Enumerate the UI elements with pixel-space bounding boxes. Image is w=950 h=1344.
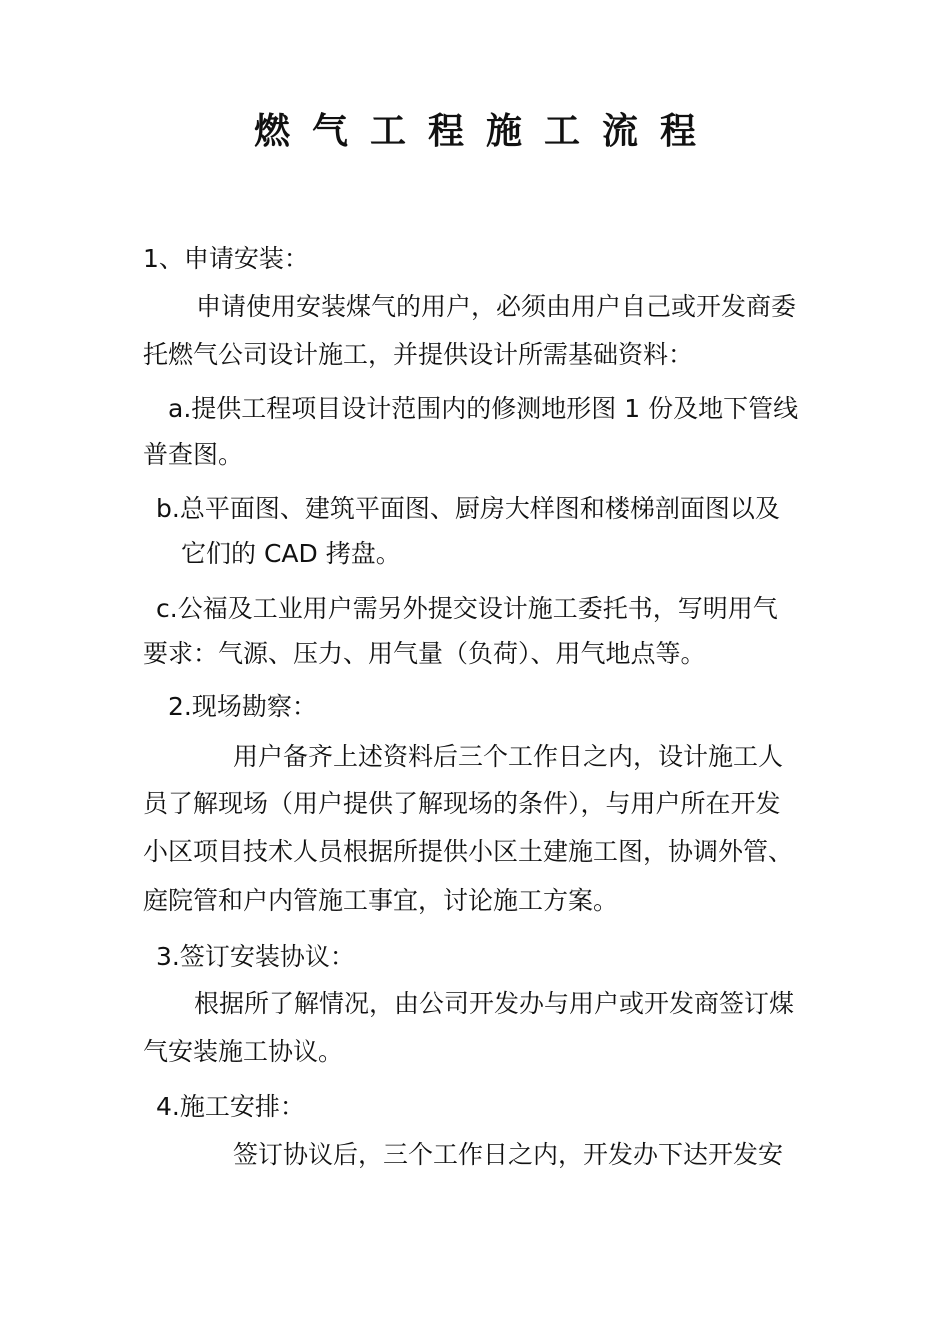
document-title: 燃气工程施工流程 [253, 111, 718, 152]
paragraph-line: 用户备齐上述资料后三个工作日之内，设计施工人 [233, 742, 784, 771]
paragraph-line: 员了解现场（用户提供了解现场的条件），与用户所在开发 [143, 789, 781, 818]
section-heading-survey: 2.现场勘察： [168, 692, 317, 721]
list-item-c-continued: 要求：气源、压力、用气量（负荷）、用气地点等。 [143, 639, 706, 668]
paragraph-line: 庭院管和户内管施工事宜，讨论施工方案。 [143, 886, 619, 915]
list-item-b: b.总平面图、建筑平面图、厨房大样图和楼梯剖面图以及 [156, 494, 780, 523]
list-item-a: a.提供工程项目设计范围内的修测地形图 1 份及地下管线 [168, 394, 799, 423]
paragraph-line: 根据所了解情况，由公司开发办与用户或开发商签订煤 [194, 989, 795, 1018]
list-item-a-continued: 普查图。 [143, 440, 244, 469]
list-item-b-continued: 它们的 CAD 拷盘。 [181, 539, 401, 568]
section-heading-agreement: 3.签订安装协议： [156, 942, 355, 971]
section-heading-arrangement: 4.施工安排： [156, 1092, 305, 1121]
paragraph-line: 托燃气公司设计施工，并提供设计所需基础资料： [143, 340, 694, 369]
section-heading-apply: 1、申请安装： [143, 244, 309, 273]
list-item-c: c.公福及工业用户需另外提交设计施工委托书，写明用气 [156, 594, 778, 623]
paragraph-line: 小区项目技术人员根据所提供小区土建施工图，协调外管、 [143, 837, 794, 866]
paragraph-line: 签订协议后，三个工作日之内，开发办下达开发安 [233, 1140, 784, 1169]
paragraph-line: 申请使用安装煤气的用户，必须由用户自己或开发商委 [196, 292, 797, 321]
paragraph-line: 气安装施工协议。 [143, 1037, 344, 1066]
